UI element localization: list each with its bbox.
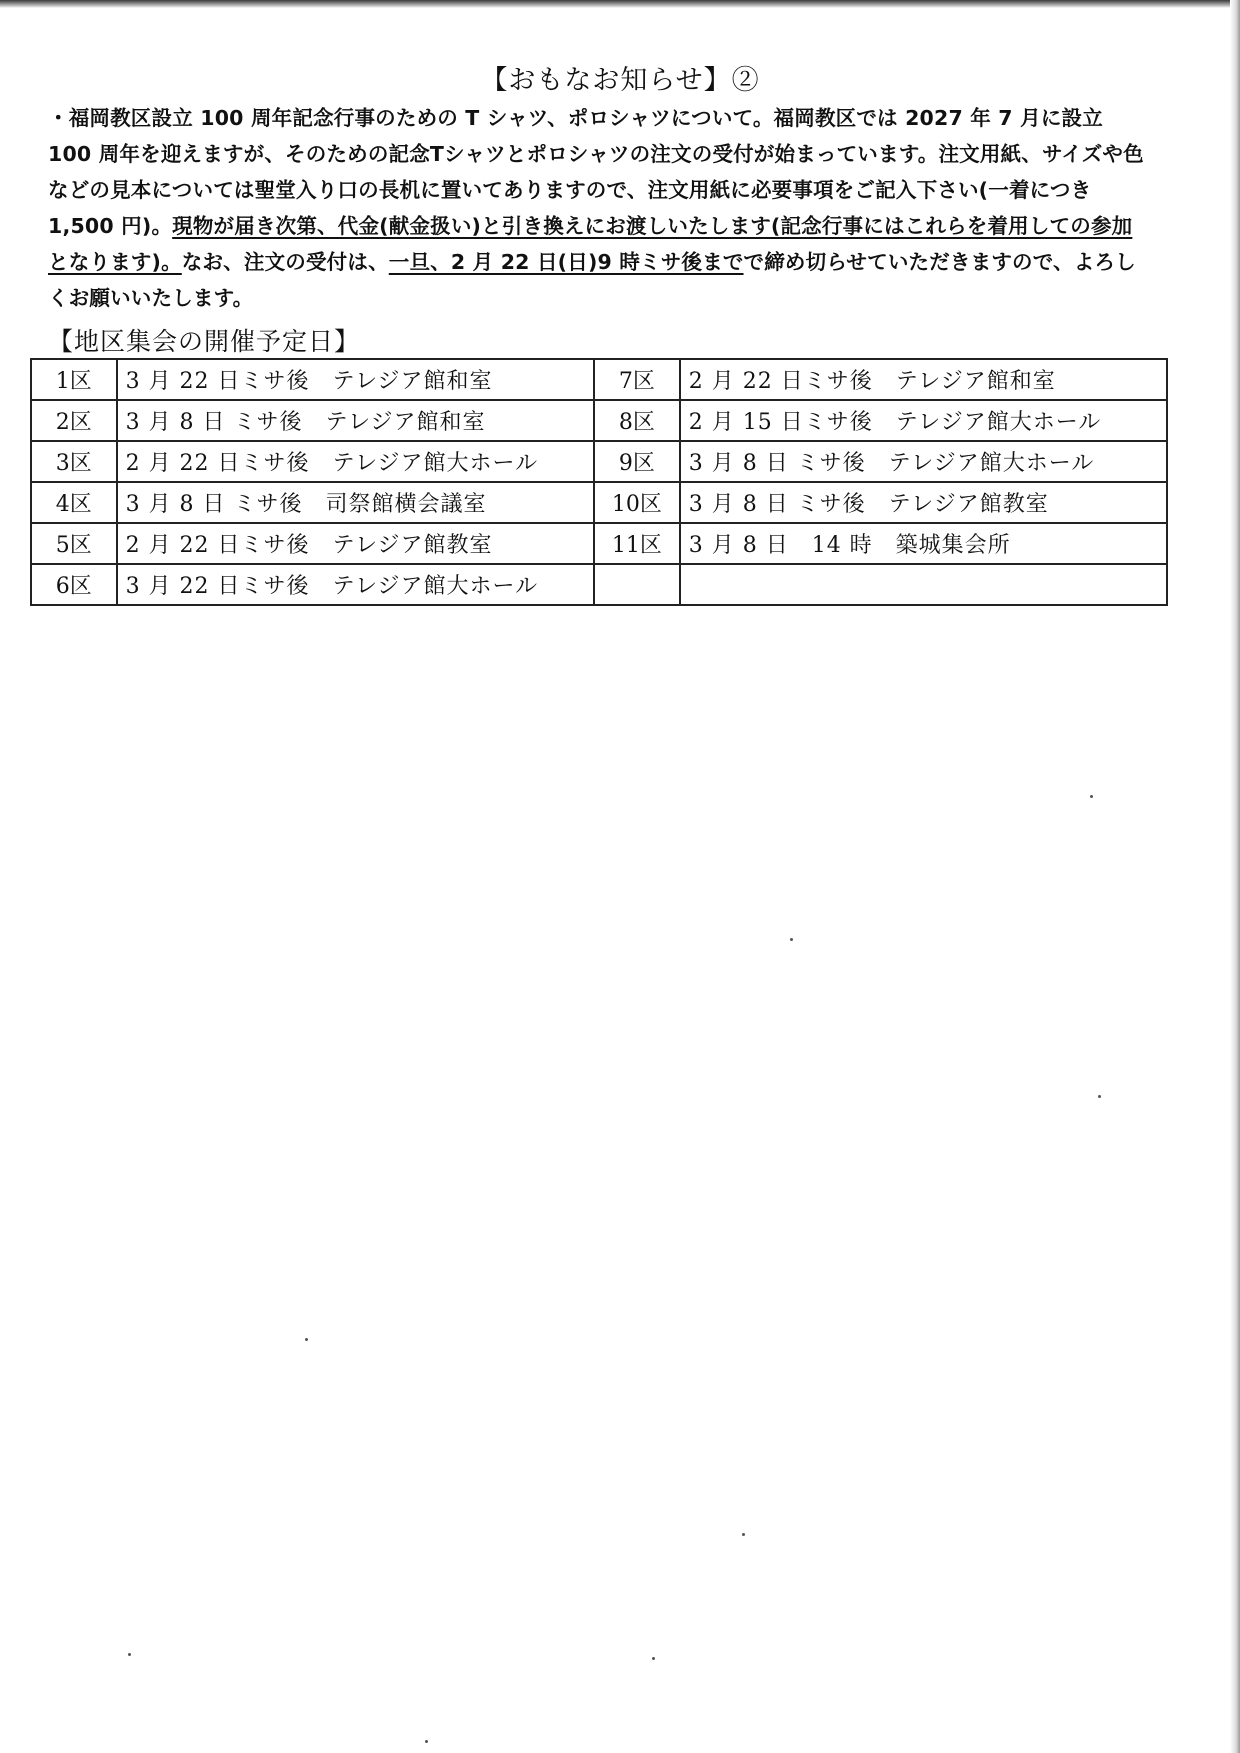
scan-speck [1098,1095,1101,1098]
notice-paragraph [48,100,1148,316]
notice-underlined-2: 一旦、2 月 22 日(日)9 時ミサ後まで [388,250,744,274]
notice-text-3: で締め切らせていただきますので、よろしくお願いいたします。 [48,250,1136,310]
page-title: 【おもなお知らせ】② [480,65,760,96]
notice-text-1: ・福岡教区設立 100 周年記念行事のための T シャツ、ポロシャツについて。福岡教区では 2027 年 7 月に設立 100 周年を迎えますが、そのための記念Tシャツとポロシャツの注文の受付が始まっています。注文用紙、サイズや色などの見本については聖堂入り口の長机に置いてありますので、注文用紙に必要事項をご記入下さい(一着につき 1,500 円)。 [48,106,1144,238]
district-cell: 6区 [31,564,117,605]
meeting-detail-cell: 3 月 8 日 ミサ後 テレジア館和室 [117,400,594,441]
meeting-detail-cell: 3 月 8 日 ミサ後 司祭館横会議室 [117,482,594,523]
district-cell: 10区 [594,482,680,523]
scan-speck [742,1533,745,1536]
schedule-heading: 【地区集会の開催予定日】 [48,327,361,356]
scan-speck [305,1338,308,1341]
scan-right-edge [1230,0,1240,1753]
district-cell: 7区 [594,359,680,400]
scan-speck [652,1657,655,1660]
district-cell: 4区 [31,482,117,523]
meeting-detail-cell [680,564,1167,605]
scan-speck [790,938,793,941]
district-cell: 5区 [31,523,117,564]
meeting-detail-cell: 2 月 15 日ミサ後 テレジア館大ホール [680,400,1167,441]
scan-speck [425,1740,428,1743]
scan-speck [128,1653,131,1656]
district-cell: 11区 [594,523,680,564]
table-row [31,400,1167,441]
meeting-detail-cell: 3 月 8 日 ミサ後 テレジア館教室 [680,482,1167,523]
meeting-detail-cell: 2 月 22 日ミサ後 テレジア館大ホール [117,441,594,482]
table-row [31,359,1167,400]
district-cell: 2区 [31,400,117,441]
notice-text-2: なお、注文の受付は、 [181,250,389,274]
meeting-detail-cell: 3 月 22 日ミサ後 テレジア館和室 [117,359,594,400]
scan-speck [1090,795,1093,798]
meeting-detail-cell: 2 月 22 日ミサ後 テレジア館教室 [117,523,594,564]
table-row [31,441,1167,482]
district-cell: 9区 [594,441,680,482]
meeting-detail-cell: 3 月 22 日ミサ後 テレジア館大ホール [117,564,594,605]
meeting-detail-cell: 3 月 8 日 ミサ後 テレジア館大ホール [680,441,1167,482]
table-row [31,564,1167,605]
table-row [31,482,1167,523]
district-cell: 1区 [31,359,117,400]
district-cell: 3区 [31,441,117,482]
district-cell: 8区 [594,400,680,441]
district-cell [594,564,680,605]
notice-underlined-1: 現物が届き次第、代金(献金扱い)と引き換えにお渡しいたします(記念行事にはこれらを着用しての参加となります)。 [48,214,1133,274]
schedule-table [30,358,1168,606]
meeting-detail-cell: 2 月 22 日ミサ後 テレジア館和室 [680,359,1167,400]
table-row [31,523,1167,564]
meeting-detail-cell: 3 月 8 日 14 時 築城集会所 [680,523,1167,564]
scan-top-edge [0,0,1240,8]
